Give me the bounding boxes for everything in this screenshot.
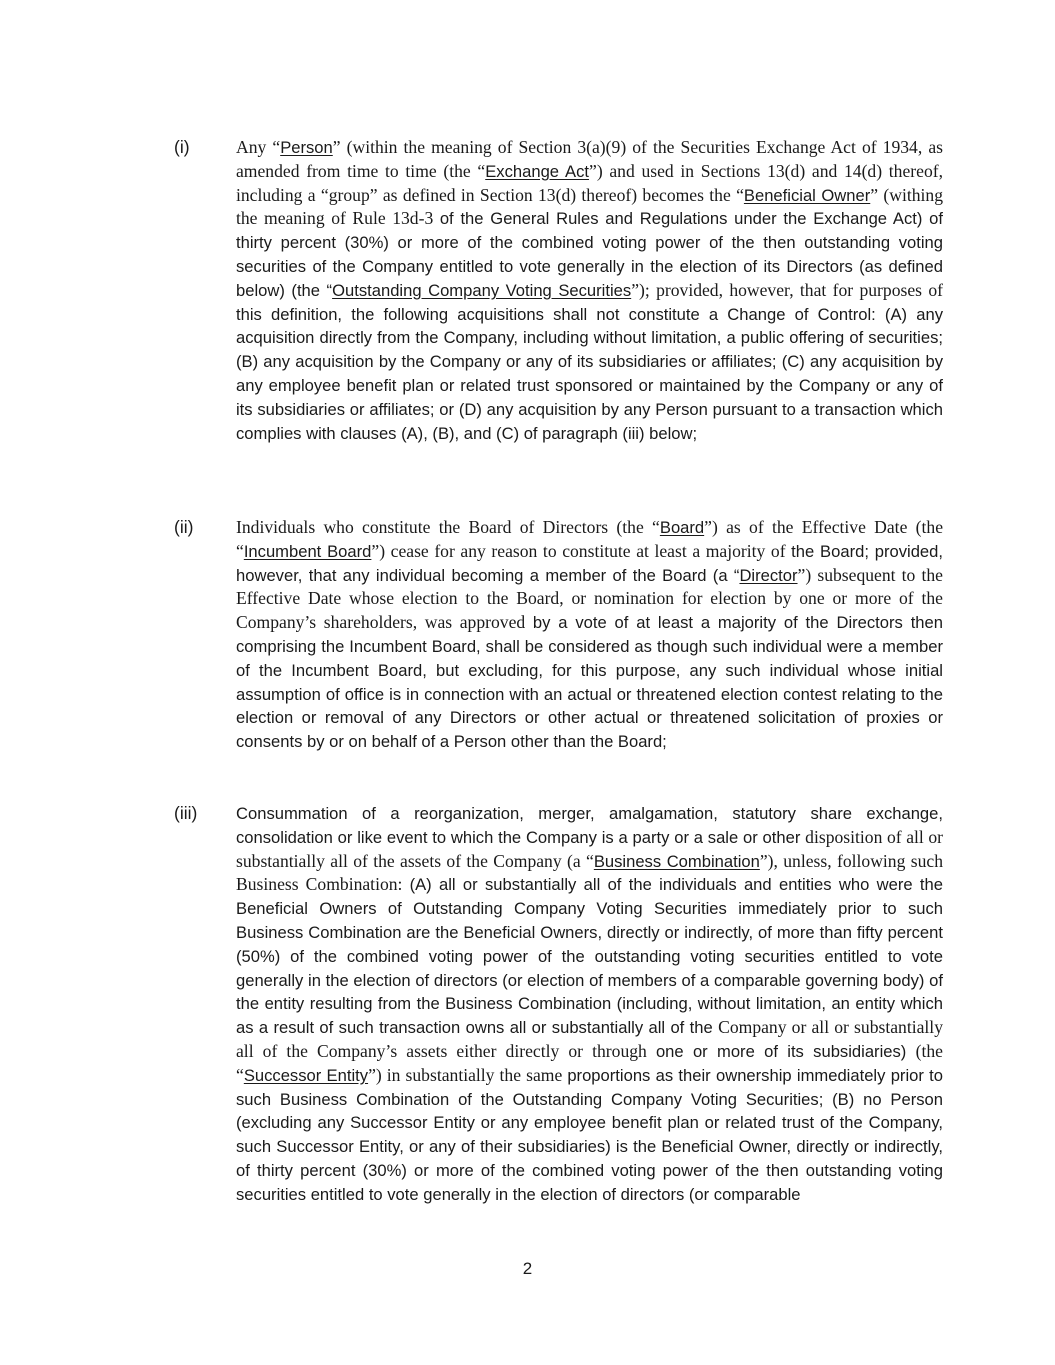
text-segment: (A) all or substantially all of the individuals and entities who were the Beneficial Owners of Outstanding Company Voting Securities immediately prior to such Business Combination are the Beneficial Owners, directly or indirectly, of more than fifty percent (50%) of the combined voting power of the outstanding voting securities entitled to vote generally in the election of directors (or election of members of a comparable governing body) of the entity resulting from the Business Combination (including, without limitation, an entity which as a result of such transaction owns all or substantially all of the: [236, 875, 943, 1038]
defined-term: Business Combination: [593, 851, 760, 871]
text-segment: one or more of its subsidiaries): [655, 1041, 916, 1061]
clause-marker: (ii): [174, 517, 194, 537]
text-segment: Any “: [236, 137, 281, 157]
text-segment: ” (within the meaning of Section 3(a)(9) of the Securities Exchange Act of 1934, as amended from time to time (the “: [236, 137, 943, 181]
text-segment: this definition, the following acquisitions shall not constitute a Change of Control: (A) any acquisition directly from the Company, including without limitation, a public offering of securities; (B) any acquisition by the Company or any of its subsidiaries or affiliates; (C) any acquisition by any employee benefit plan or related trust sponsored or maintained by the Company or any of its subsidiaries or affiliates; or (D) any acquisition by any Person pursuant to a transaction which complies with clauses (A), (B), and (C) of paragraph (iii) below;: [236, 304, 943, 443]
clause-text: [236, 136, 943, 445]
text-segment: ”); provided, however, that for purposes of: [631, 279, 943, 300]
defined-term: Successor Entity: [243, 1065, 369, 1085]
text-segment: disposition of all or substantially all of the assets of the Company (a “: [236, 826, 944, 871]
text-segment: ”) cease for any reason to constitute at least a majority of: [371, 540, 792, 561]
clause-text: [236, 802, 943, 1207]
text-segment: Individuals who constitute the Board of Directors (the “: [236, 517, 660, 537]
text-segment: ”), unless, following such Business Combination:: [236, 850, 943, 895]
text-segment: Company or all or substantially all of the Company’s assets either directly or through: [236, 1017, 943, 1061]
text-segment: proportions as their ownership immediately prior to such Business Combination of the Outstanding Company Voting Securities; (B) no Person (excluding any Successor Entity or any employee benefit plan or related trust of the Company, such Successor Entity, or any of their subsidiaries) is the Beneficial Owner, directly or indirectly, of thirty percent (30%) or more of the combined voting power of the then outstanding voting securities entitled to vote generally in the election of directors (or comparable: [236, 1065, 944, 1204]
clause-marker: (i): [174, 137, 190, 157]
defined-term: Person: [280, 138, 333, 157]
text-segment: ”) as of the Effective Date (the “: [236, 517, 944, 561]
defined-term: Incumbent Board: [243, 541, 372, 561]
text-segment: Consummation of a reorganization, merger, amalgamation, statutory share exchange, consolidation or like event to which the Company is a party or a sale or other: [236, 804, 943, 847]
defined-term: Beneficial Owner: [743, 185, 871, 205]
text-segment: ” (withing the meaning of Rule 13d-3: [236, 184, 944, 229]
text-segment: ”) in substantially the same: [368, 1064, 568, 1085]
page-number: 2: [522, 1259, 533, 1278]
text-segment: by a vote of at least a majority of the Directors then comprising the Incumbent Board, shall be considered as though such individual were a member of the Incumbent Board, but excluding, for this purpose, any such individual whose initial assumption of office is in connection with an actual or threatened election contest relating to the election or removal of any Directors or other actual or threatened solicitation of proxies or consents by or on behalf of a Person other than the Board;: [236, 613, 943, 752]
text-segment: ”) and used in Sections 13(d) and 14(d) thereof, including a “group” as defined in Section 13(d) thereof) becomes the “: [236, 160, 943, 205]
text-segment: (the “: [236, 1040, 943, 1085]
text-segment: of the General Rules and Regulations under the Exchange Act) of thirty percent (30%) or more of the combined voting power of the then outstanding voting securities of the Company entitled to vote generally in the election of its Directors (as defined below) (the “: [236, 209, 944, 300]
defined-term: Board: [659, 518, 705, 537]
defined-term: Outstanding Company Voting Securities: [332, 280, 632, 300]
defined-term: Director: [739, 565, 798, 585]
clause-marker: (iii): [174, 803, 198, 823]
text-segment: the Board; provided, however, that any individual becoming a member of the Board (a “: [236, 541, 943, 585]
text-segment: ”) subsequent to the Effective Date whose election to the Board, or nomination for election by one or more of the Company’s shareholders, was approved: [236, 564, 943, 633]
defined-term: Exchange Act: [485, 161, 590, 181]
clause-text: [236, 516, 943, 754]
